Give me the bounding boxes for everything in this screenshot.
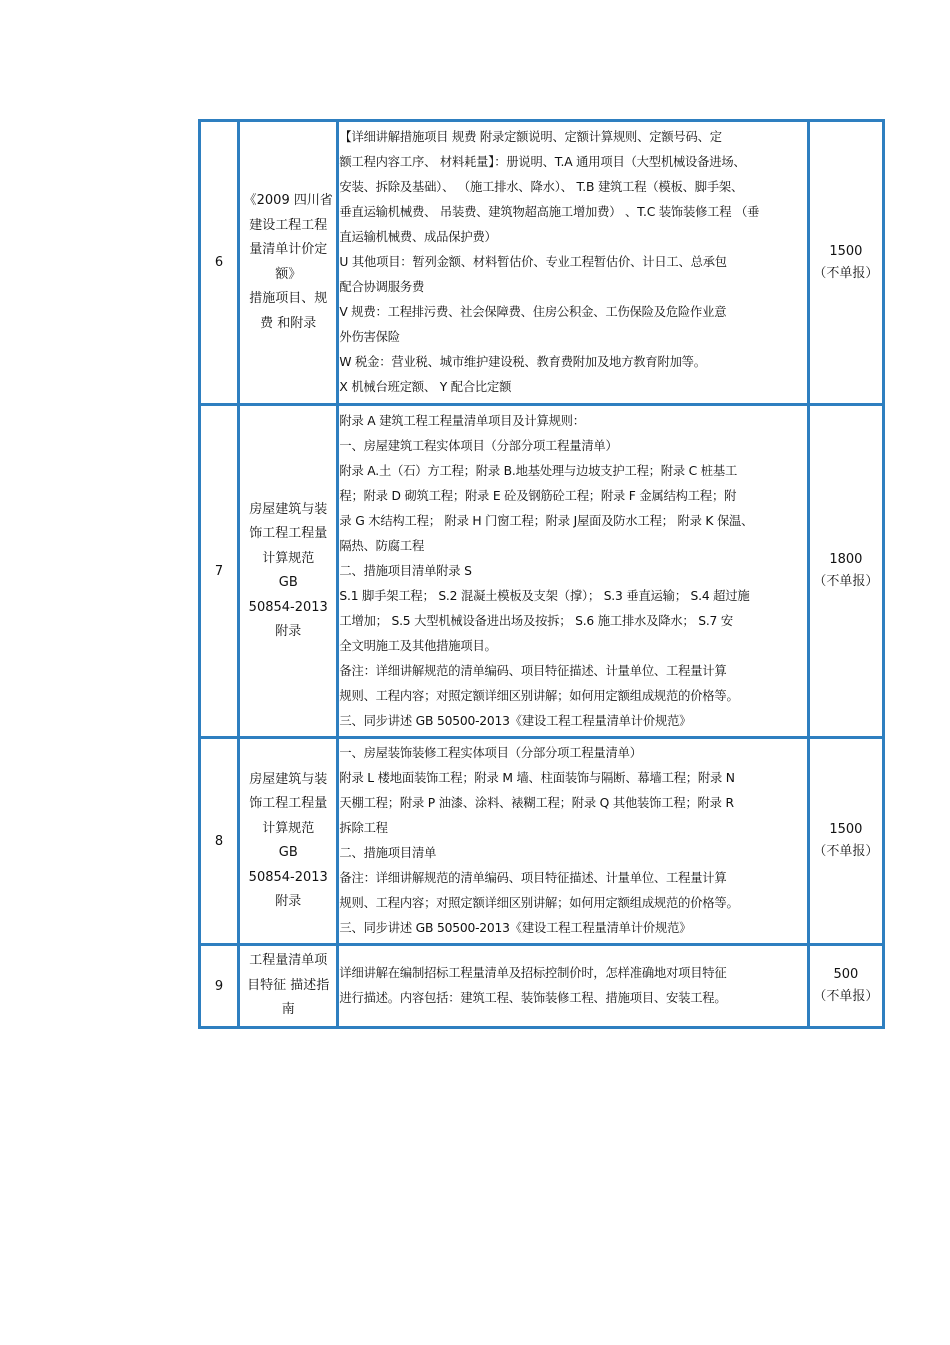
description-line: 隔热、防腐工程	[339, 538, 425, 553]
price-value: 1800	[829, 552, 863, 567]
course-name-line: GB	[278, 575, 298, 590]
price-value: 1500	[829, 822, 863, 837]
course-description-cell	[338, 738, 808, 945]
course-name-line: 南	[281, 1002, 295, 1018]
description-line: 附录 A.土（石）方工程；附录 B.地基处理与边坡支护工程；附录 C 桩基工	[339, 463, 738, 478]
course-name-line: 目特征 描述指	[247, 977, 330, 993]
description-line: 二、措施项目清单	[339, 846, 437, 860]
description-line: 三、同步讲述 GB 50500-2013《建设工程工程量清单计价规范》	[339, 921, 692, 935]
price-note: （不单报）	[813, 265, 879, 281]
price-value: 1500	[829, 243, 863, 259]
course-name-line: 计算规范	[262, 820, 315, 836]
course-name-line: 房屋建筑与装	[249, 501, 328, 517]
row-number: 8	[200, 738, 239, 945]
table-row	[200, 945, 884, 1028]
price-note: （不单报）	[813, 844, 879, 859]
description-line: S.1 脚手架工程； S.2 混凝土模板及支架（撑）； S.3 垂直运输； S.4 超过施	[339, 588, 750, 603]
description-line: 配合协调服务费	[339, 280, 425, 294]
course-description-cell	[338, 945, 808, 1028]
description-line: 程；附录 D 砌筑工程；附录 E 砼及钢筋砼工程；附录 F 金属结构工程；附	[339, 488, 737, 503]
description-line: 三、同步讲述 GB 50500-2013《建设工程工程量清单计价规范》	[339, 713, 692, 728]
description-line: U 其他项目：暂列金额、材料暂估价、专业工程暂估价、计日工、总承包	[339, 255, 727, 269]
description-line: V 规费：工程排污费、社会保障费、住房公积金、工伤保险及危险作业意	[339, 305, 727, 319]
course-name-line: 饰工程工程量	[249, 526, 328, 541]
table-row	[200, 121, 884, 405]
row-number: 9	[200, 945, 239, 1028]
description-line: 规则、工程内容；对照定额详细区别讲解；如何用定额组成规范的价格等。	[339, 688, 739, 703]
table-row	[200, 738, 884, 945]
description-line: 垂直运输机械费、 吊装费、建筑物超高施工增加费） 、T.C 装饰装修工程 （垂	[339, 205, 760, 219]
description-line: 【详细讲解措施项目 规费 附录定额说明、定额计算规则、定额号码、定	[339, 130, 722, 144]
price-value: 500	[833, 967, 859, 982]
price-cell	[808, 121, 883, 405]
description-line: 安装、拆除及基础）、 （施工排水、降水）、 T.B 建筑工程（模板、脚手架、	[339, 180, 744, 194]
course-name-line: 措施项目、规	[249, 291, 328, 306]
price-cell	[808, 945, 883, 1028]
course-table-body	[200, 121, 884, 1028]
course-description-cell	[338, 405, 808, 738]
description-line: 一、房屋装饰装修工程实体项目（分部分项工程量清单）	[339, 746, 642, 760]
description-line: 拆除工程	[339, 821, 388, 835]
description-line: 一、房屋建筑工程实体项目（分部分项工程量清单）	[339, 438, 618, 453]
course-name-line: 费 和附录	[260, 315, 317, 331]
description-line: 天棚工程；附录 P 油漆、涂料、裱糊工程；附录 Q 其他装饰工程；附录 R	[339, 796, 734, 810]
course-name-cell	[239, 945, 338, 1028]
course-table	[198, 119, 885, 1029]
description-line: W 税金：营业税、城市维护建设税、教育费附加及地方教育附加等。	[339, 355, 706, 369]
course-name-line: 50854-2013	[248, 599, 328, 615]
price-cell	[808, 738, 883, 945]
row-number: 7	[200, 405, 239, 738]
description-line: 全文明施工及其他措施项目。	[339, 638, 497, 653]
course-name-cell	[239, 405, 338, 738]
course-name-cell	[239, 121, 338, 405]
course-name-line: 计算规范	[262, 550, 315, 566]
description-line: 详细讲解在编制招标工程量清单及招标控制价时，怎样准确地对项目特征	[339, 966, 727, 980]
description-line: 备注：详细讲解规范的清单编码、项目特征描述、计量单位、工程量计算	[339, 871, 727, 885]
course-name-line: 房屋建筑与装	[249, 771, 328, 787]
description-line: 外伤害保险	[339, 330, 400, 344]
price-note: （不单报）	[813, 989, 879, 1004]
course-name-line: GB	[278, 845, 298, 860]
price-cell	[808, 405, 883, 738]
description-line: 二、措施项目清单附录 S	[339, 563, 472, 578]
description-line: 规则、工程内容；对照定额详细区别讲解；如何用定额组成规范的价格等。	[339, 896, 739, 910]
description-line: 附录 L 楼地面装饰工程；附录 M 墙、柱面装饰与隔断、幕墙工程；附录 N	[339, 771, 735, 785]
course-name-line: 建设工程工程	[249, 217, 328, 233]
description-line: X 机械台班定额、 Y 配合比定额	[339, 380, 512, 394]
row-number: 6	[200, 121, 239, 405]
table-row	[200, 405, 884, 738]
course-name-line: 附录	[275, 624, 302, 639]
description-line: 录 G 木结构工程； 附录 H 门窗工程；附录 J屋面及防水工程； 附录 K 保温、	[339, 513, 754, 528]
course-name-line: 《2009 四川省	[243, 193, 333, 208]
description-line: 进行描述。内容包括：建筑工程、装饰装修工程、措施项目、安装工程。	[339, 991, 727, 1005]
description-line: 附录 A 建筑工程工程量清单项目及计算规则：	[339, 413, 585, 428]
course-name-cell	[239, 738, 338, 945]
description-line: 额工程内容工序、 材料耗量】：册说明、T.A 通用项目（大型机械设备进场、	[339, 155, 746, 169]
course-description-cell	[338, 121, 808, 405]
course-name-line: 量清单计价定	[249, 242, 328, 257]
description-line: 备注：详细讲解规范的清单编码、项目特征描述、计量单位、工程量计算	[339, 663, 727, 678]
course-name-line: 额》	[275, 266, 302, 282]
course-name-line: 饰工程工程量	[249, 796, 328, 811]
description-line: 直运输机械费、成品保护费）	[339, 230, 497, 244]
course-name-line: 工程量清单项	[249, 953, 328, 969]
price-note: （不单报）	[813, 574, 879, 589]
description-line: 工增加； S.5 大型机械设备进出场及按拆； S.6 施工排水及降水； S.7 安	[339, 613, 733, 628]
course-name-line: 附录	[275, 894, 302, 909]
course-name-line: 50854-2013	[248, 869, 328, 885]
